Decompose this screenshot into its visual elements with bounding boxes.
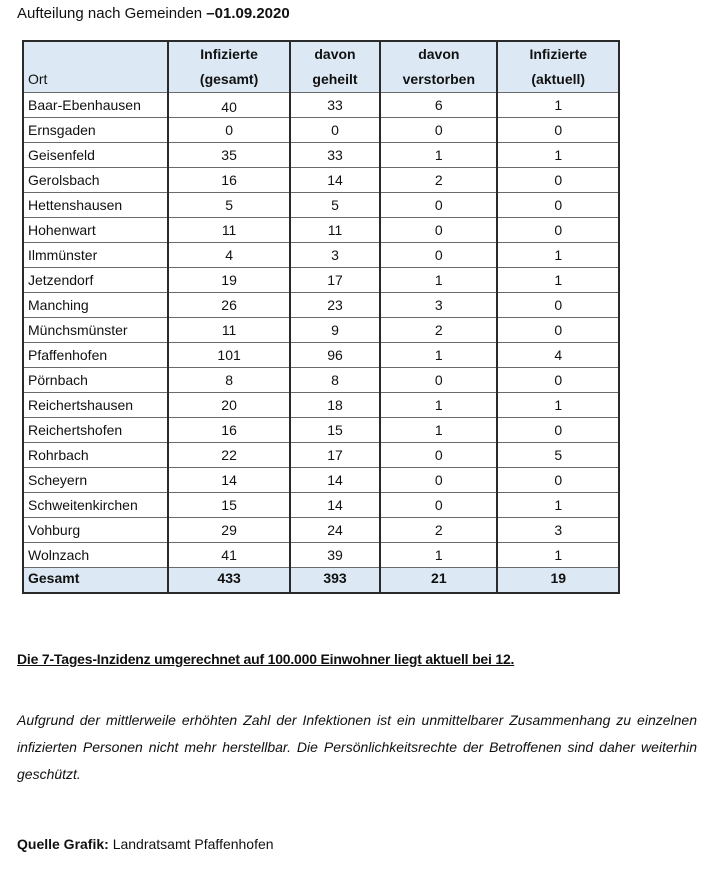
cell-verstorben: 0 (380, 493, 497, 518)
header-ort: Ort (23, 41, 168, 93)
cell-infiziert-aktuell: 0 (497, 368, 619, 393)
header-line-2: (aktuell) (531, 71, 586, 87)
cell-ort: Ilmmünster (23, 243, 168, 268)
table-row (23, 518, 619, 543)
cell-infiziert-aktuell: 0 (497, 418, 619, 443)
cell-geheilt: 33 (290, 143, 380, 168)
cell-infiziert-gesamt: 35 (168, 143, 289, 168)
cell-infiziert-gesamt: 22 (168, 443, 289, 468)
cell-verstorben: 0 (380, 443, 497, 468)
table-row (23, 168, 619, 193)
table-row (23, 418, 619, 443)
cell-geheilt: 11 (290, 218, 380, 243)
cell-ort: Wolnzach (23, 543, 168, 568)
cell-verstorben: 1 (380, 268, 497, 293)
title-prefix: Aufteilung nach Gemeinden (17, 5, 207, 22)
cell-verstorben: 1 (380, 418, 497, 443)
cell-ort: Gerolsbach (23, 168, 168, 193)
cell-verstorben: 0 (380, 118, 497, 143)
cell-geheilt: 8 (290, 368, 380, 393)
cell-geheilt: 14 (290, 468, 380, 493)
cell-geheilt: 18 (290, 393, 380, 418)
total-infiziert-gesamt: 433 (168, 568, 289, 594)
cell-infiziert-aktuell: 1 (497, 268, 619, 293)
table-row (23, 393, 619, 418)
privacy-note: Aufgrund der mittlerweile erhöhten Zahl der Infektionen ist ein unmittelbarer Zusammenhang zu einzelnen infizierten Personen nicht mehr herstellbar. Die Persönlichkeitsrechte der Betroffenen sind daher weiterhin geschützt. (17, 712, 697, 782)
header-line-1: Infizierte (200, 46, 258, 62)
cell-infiziert-gesamt: 26 (168, 293, 289, 318)
table-row (23, 368, 619, 393)
cell-verstorben: 2 (380, 518, 497, 543)
header-infiziert-aktuell (497, 41, 619, 93)
cell-infiziert-aktuell: 0 (497, 293, 619, 318)
cell-ort: Vohburg (23, 518, 168, 543)
cell-verstorben: 2 (380, 168, 497, 193)
cell-infiziert-gesamt: 41 (168, 543, 289, 568)
cell-infiziert-aktuell: 0 (497, 193, 619, 218)
header-line-2: (gesamt) (199, 71, 259, 87)
cell-ort: Rohrbach (23, 443, 168, 468)
cell-infiziert-aktuell: 4 (497, 343, 619, 368)
cell-infiziert-gesamt: 14 (168, 468, 289, 493)
table-row (23, 443, 619, 468)
cell-geheilt: 96 (290, 343, 380, 368)
table-row (23, 118, 619, 143)
incidence-statement: Die 7-Tages-Inzidenz umgerechnet auf 100.000 Einwohner liegt aktuell bei 12. (17, 651, 515, 667)
cell-geheilt: 17 (290, 268, 380, 293)
table-row (23, 243, 619, 268)
cell-infiziert-gesamt: 40 (168, 93, 289, 118)
header-line-1: davon (418, 46, 460, 62)
cell-verstorben: 1 (380, 393, 497, 418)
cell-ort: Ernsgaden (23, 118, 168, 143)
cell-verstorben: 3 (380, 293, 497, 318)
table-header-row (23, 41, 619, 93)
cell-infiziert-gesamt: 29 (168, 518, 289, 543)
cell-infiziert-gesamt: 16 (168, 418, 289, 443)
cell-geheilt: 15 (290, 418, 380, 443)
cell-verstorben: 2 (380, 318, 497, 343)
header-verstorben (380, 41, 497, 93)
cell-ort: Pfaffenhofen (23, 343, 168, 368)
cell-infiziert-aktuell: 1 (497, 143, 619, 168)
cell-infiziert-gesamt: 0 (168, 118, 289, 143)
header-geheilt (290, 41, 380, 93)
cell-geheilt: 3 (290, 243, 380, 268)
table-total-row (23, 568, 619, 594)
cell-infiziert-aktuell: 1 (497, 543, 619, 568)
cell-verstorben: 0 (380, 193, 497, 218)
document-title (17, 5, 290, 23)
cell-infiziert-aktuell: 0 (497, 468, 619, 493)
total-geheilt: 393 (290, 568, 380, 594)
cell-infiziert-aktuell: 0 (497, 118, 619, 143)
header-line-2: verstorben (402, 71, 475, 87)
source-value: Landratsamt Pfaffenhofen (108, 836, 274, 852)
cell-ort: Jetzendorf (23, 268, 168, 293)
cell-infiziert-aktuell: 0 (497, 318, 619, 343)
table-row (23, 93, 619, 118)
cell-infiziert-aktuell: 0 (497, 218, 619, 243)
cell-verstorben: 1 (380, 143, 497, 168)
cell-geheilt: 23 (290, 293, 380, 318)
table-row (23, 193, 619, 218)
source-line (17, 836, 274, 852)
cell-verstorben: 1 (380, 343, 497, 368)
table-row (23, 318, 619, 343)
cell-geheilt: 14 (290, 168, 380, 193)
cell-geheilt: 9 (290, 318, 380, 343)
municipality-table (22, 40, 620, 594)
cell-geheilt: 5 (290, 193, 380, 218)
cell-ort: Baar-Ebenhausen (23, 93, 168, 118)
header-line-1: Infizierte (529, 46, 588, 62)
total-infiziert-aktuell: 19 (497, 568, 619, 594)
cell-infiziert-aktuell: 0 (497, 168, 619, 193)
table-row (23, 468, 619, 493)
cell-infiziert-gesamt: 4 (168, 243, 289, 268)
cell-ort: Geisenfeld (23, 143, 168, 168)
header-line-1: davon (314, 46, 356, 62)
cell-infiziert-aktuell: 3 (497, 518, 619, 543)
cell-geheilt: 33 (290, 93, 380, 118)
cell-verstorben: 0 (380, 468, 497, 493)
table-row (23, 343, 619, 368)
table-row (23, 293, 619, 318)
cell-ort: Pörnbach (23, 368, 168, 393)
cell-ort: Scheyern (23, 468, 168, 493)
header-infiziert-gesamt (168, 41, 289, 93)
cell-verstorben: 0 (380, 218, 497, 243)
table-row (23, 218, 619, 243)
cell-geheilt: 17 (290, 443, 380, 468)
cell-infiziert-gesamt: 8 (168, 368, 289, 393)
cell-verstorben: 0 (380, 243, 497, 268)
cell-infiziert-aktuell: 1 (497, 243, 619, 268)
cell-infiziert-aktuell: 1 (497, 393, 619, 418)
cell-geheilt: 14 (290, 493, 380, 518)
cell-infiziert-gesamt: 11 (168, 318, 289, 343)
cell-infiziert-gesamt: 5 (168, 193, 289, 218)
header-line-2: geheilt (312, 71, 358, 87)
cell-ort: Reichertshausen (23, 393, 168, 418)
cell-ort: Hohenwart (23, 218, 168, 243)
cell-ort: Manching (23, 293, 168, 318)
table-row (23, 268, 619, 293)
cell-infiziert-gesamt: 19 (168, 268, 289, 293)
table-row (23, 543, 619, 568)
total-label: Gesamt (23, 568, 168, 594)
cell-ort: Münchsmünster (23, 318, 168, 343)
cell-geheilt: 39 (290, 543, 380, 568)
cell-ort: Hettenshausen (23, 193, 168, 218)
cell-infiziert-aktuell: 1 (497, 93, 619, 118)
table-row (23, 493, 619, 518)
cell-infiziert-gesamt: 101 (168, 343, 289, 368)
cell-infiziert-gesamt: 11 (168, 218, 289, 243)
table-body (23, 93, 619, 568)
cell-ort: Schweitenkirchen (23, 493, 168, 518)
cell-ort: Reichertshofen (23, 418, 168, 443)
cell-geheilt: 24 (290, 518, 380, 543)
cell-infiziert-gesamt: 20 (168, 393, 289, 418)
title-date: –01.09.2020 (206, 5, 290, 22)
source-label: Quelle Grafik: (17, 836, 109, 852)
cell-verstorben: 1 (380, 543, 497, 568)
total-verstorben: 21 (380, 568, 497, 594)
table-row (23, 143, 619, 168)
cell-infiziert-gesamt: 16 (168, 168, 289, 193)
cell-infiziert-aktuell: 5 (497, 443, 619, 468)
cell-verstorben: 6 (380, 93, 497, 118)
cell-geheilt: 0 (290, 118, 380, 143)
cell-infiziert-gesamt: 15 (168, 493, 289, 518)
cell-verstorben: 0 (380, 368, 497, 393)
cell-infiziert-aktuell: 1 (497, 493, 619, 518)
